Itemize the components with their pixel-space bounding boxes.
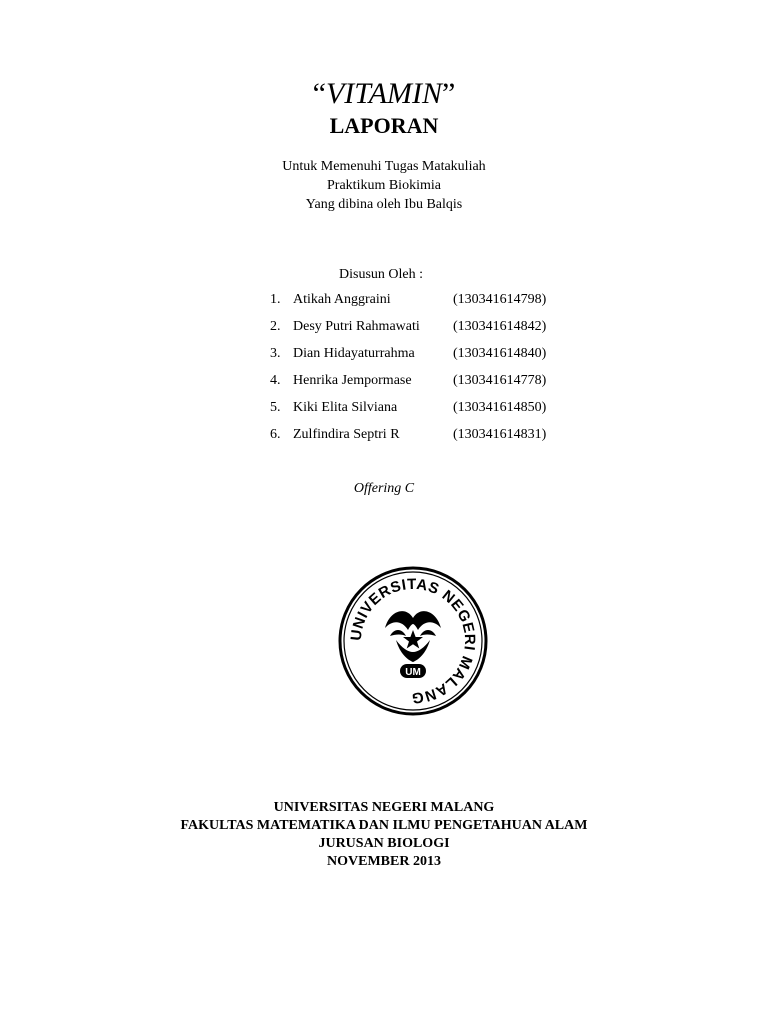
title-close-quote: ” (442, 77, 456, 110)
member-student-id: (130341614778) (453, 373, 547, 388)
purpose-line-2: Praktikum Biokimia (327, 178, 441, 193)
purpose-block (0, 157, 768, 214)
member-name: Zulfindira Septri R (293, 427, 400, 442)
member-row (270, 426, 570, 453)
member-student-id: (130341614842) (453, 319, 547, 334)
institution-block (0, 799, 768, 871)
member-name: Kiki Elita Silviana (293, 400, 398, 415)
member-number: 3. (270, 346, 281, 361)
member-number: 6. (270, 427, 281, 442)
report-title (0, 76, 768, 112)
report-date: NOVEMBER 2013 (327, 854, 441, 869)
member-student-id: (130341614840) (453, 346, 547, 361)
member-name: Henrika Jempormase (293, 373, 412, 388)
member-row (270, 399, 570, 426)
department-name: JURUSAN BIOLOGI (318, 836, 450, 851)
member-number: 1. (270, 292, 281, 307)
report-subtitle: LAPORAN (329, 113, 439, 138)
title-open-quote: “ (312, 77, 326, 110)
member-number: 2. (270, 319, 281, 334)
member-row (270, 345, 570, 372)
member-name: Atikah Anggraini (293, 292, 391, 307)
um-monogram-text: UM (405, 667, 421, 678)
member-number: 5. (270, 400, 281, 415)
purpose-line-1: Untuk Memenuhi Tugas Matakuliah (282, 159, 486, 174)
member-name: Dian Hidayaturrahma (293, 346, 415, 361)
member-number: 4. (270, 373, 281, 388)
offering-label: Offering C (353, 481, 415, 496)
member-student-id: (130341614831) (453, 427, 547, 442)
member-list (270, 291, 570, 453)
compiled-by-label: Disusun Oleh : (339, 267, 423, 282)
member-row (270, 372, 570, 399)
member-student-id: (130341614850) (453, 400, 547, 415)
university-seal-logo (338, 566, 488, 716)
member-student-id: (130341614798) (453, 292, 547, 307)
member-name: Desy Putri Rahmawati (293, 319, 420, 334)
title-word: VITAMIN (325, 77, 443, 110)
member-row (270, 318, 570, 345)
seal-ring-text: UNIVERSITAS NEGERI MALANG (347, 575, 479, 707)
purpose-line-3: Yang dibina oleh Ibu Balqis (305, 197, 463, 212)
faculty-name: FAKULTAS MATEMATIKA DAN ILMU PENGETAHUAN ALAM (180, 818, 588, 833)
member-row (270, 291, 570, 318)
university-name: UNIVERSITAS NEGERI MALANG (273, 800, 495, 815)
